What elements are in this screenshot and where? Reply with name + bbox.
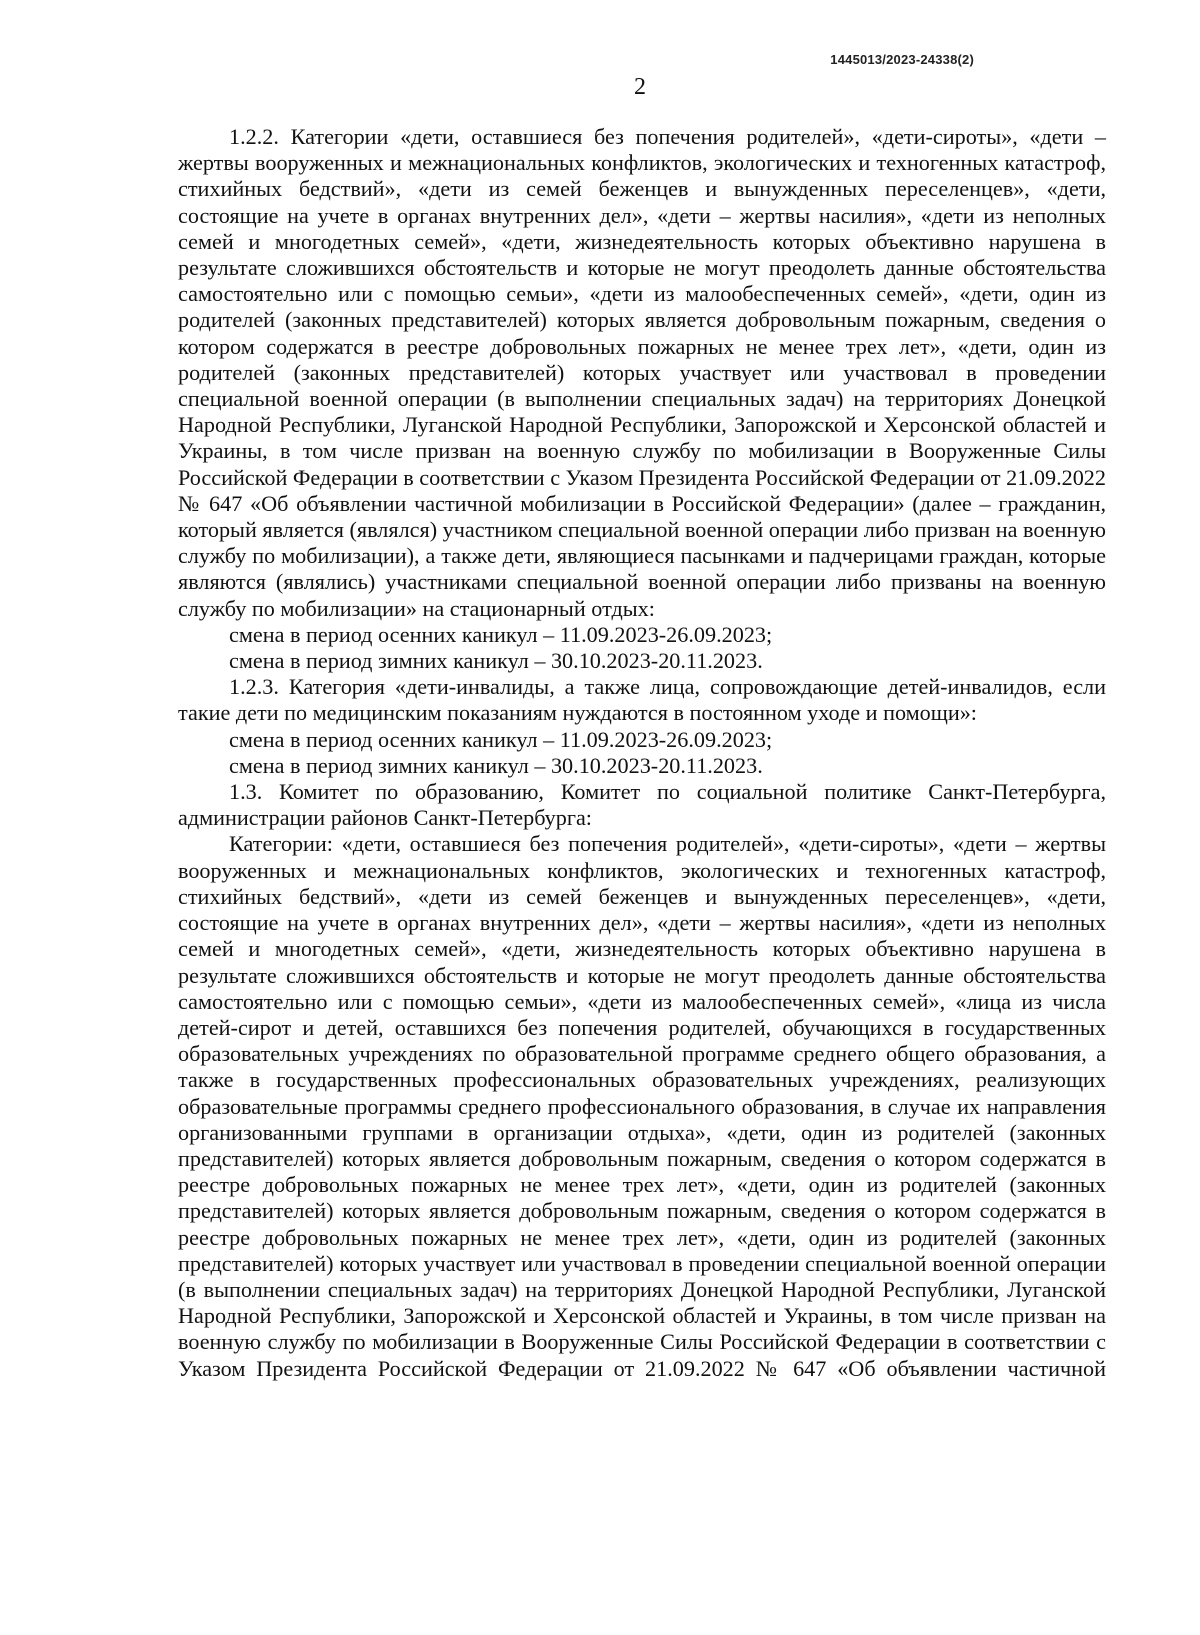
winter-shift-line: смена в период зимних каникул – 30.10.2023-20.11.2023.: [229, 648, 763, 674]
winter-shift-line: смена в период зимних каникул – 30.10.2023-20.11.2023.: [229, 752, 763, 778]
paragraph-1-3: 1.3. Комитет по образованию, Комитет по социальной политике Санкт-Петербурга, администрации районов Санкт-Петербурга:: [178, 779, 1106, 831]
categories-paragraph: Категории: «дети, оставшиеся без попечения родителей», «дети-сироты», «дети – жертвы вооруженных и межнациональных конфликтов, экологических и техногенных катастроф, стихийных бедствий», «дети из семей беженцев и вынужденных переселенцев», «дети, состоящие на учете в органах внутренних дел», «дети – жертвы насилия», «дети из неполных семей и многодетных семей», «дети, жизнедеятельность которых объективно нарушена в результате сложившихся обстоятельств и которые не могут преодолеть данные обстоятельства самостоятельно или с помощью семьи», «дети из малообеспеченных семей», «лица из числа детей-сирот и детей, оставшихся без попечения родителей, обучающихся в государственных образовательных учреждениях по образовательной программе среднего общего образования, а также в государственных профессиональных образовательных учреждениях, реализующих образовательные программы среднего профессионального образования, в случае их направления организованными группами в организации отдыха», «дети, один из родителей (законных представителей) которых является добровольным пожарным, сведения о котором содержатся в реестре добровольных пожарных не менее трех лет», «дети, один из родителей (законных представителей) которых является добровольным пожарным, сведения о котором содержатся в реестре добровольных пожарных не менее трех лет», «дети, один из родителей (законных представителей) которых участвует или участвовал в проведении специальной военной операции (в выполнении специальных задач) на территориях Донецкой Народной Республики, Луганской Народной Республики, Запорожской и Херсонской областей и Украины, в том числе призван на военную службу по мобилизации в Вооруженные Силы Российской Федерации в соответствии с Указом Президента Российской Федерации от 21.09.2022 № 647 «Об объявлении частичной: [178, 831, 1106, 1381]
document-registration-number: 1445013/2023-24338(2): [830, 52, 974, 67]
page-number: 2: [634, 74, 646, 100]
autumn-shift-line: смена в период осенних каникул – 11.09.2023-26.09.2023;: [229, 621, 773, 647]
document-body: [178, 124, 1106, 1382]
paragraph-1-2-3: 1.2.3. Категория «дети-инвалиды, а также лица, сопровождающие детей-инвалидов, если такие дети по медицинским показаниям нуждаются в постоянном уходе и помощи»:: [178, 674, 1106, 726]
paragraph-1-2-2: 1.2.2. Категории «дети, оставшиеся без попечения родителей», «дети-сироты», «дети – жертвы вооруженных и межнациональных конфликтов, экологических и техногенных катастроф, стихийных бедствий», «дети из семей беженцев и вынужденных переселенцев», «дети, состоящие на учете в органах внутренних дел», «дети – жертвы насилия», «дети из неполных семей и многодетных семей», «дети, жизнедеятельность которых объективно нарушена в результате сложившихся обстоятельств и которые не могут преодолеть данные обстоятельства самостоятельно или с помощью семьи», «дети из малообеспеченных семей», «дети, один из родителей (законных представителей) которых является добровольным пожарным, сведения о котором содержатся в реестре добровольных пожарных не менее трех лет», «дети, один из родителей (законных представителей) которых участвует или участвовал в проведении специальной военной операции (в выполнении специальных задач) на территориях Донецкой Народной Республики, Луганской Народной Республики, Запорожской и Херсонской областей и Украины, в том числе призван на военную службу по мобилизации в Вооруженные Силы Российской Федерации в соответствии с Указом Президента Российской Федерации от 21.09.2022 № 647 «Об объявлении частичной мобилизации в Российской Федерации» (далее – гражданин, который является (являлся) участником специальной военной операции либо призван на военную службу по мобилизации), а также дети, являющиеся пасынками и падчерицами граждан, которые являются (являлись) участниками специальной военной операции либо призваны на военную службу по мобилизации» на стационарный отдых:: [178, 124, 1106, 621]
autumn-shift-line: смена в период осенних каникул – 11.09.2023-26.09.2023;: [229, 726, 773, 752]
